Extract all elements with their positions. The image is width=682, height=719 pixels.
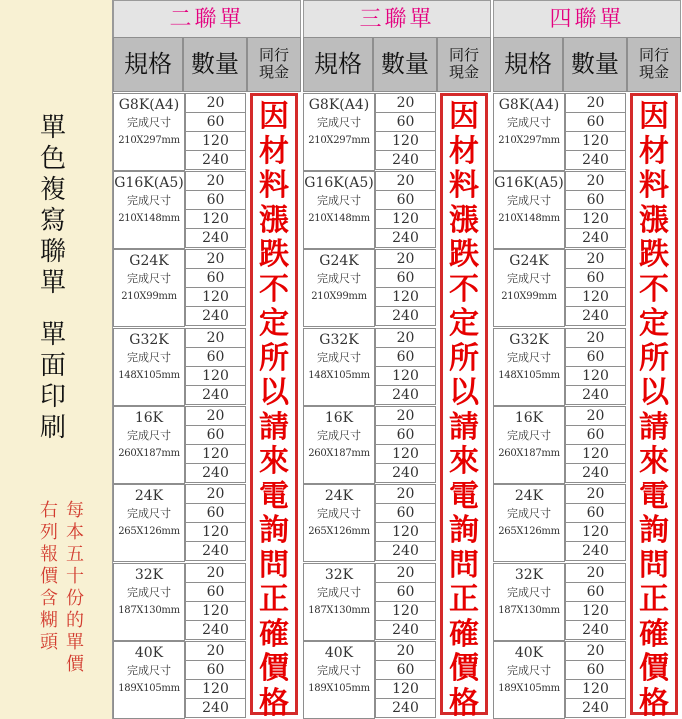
quantity-cell: 60: [185, 660, 246, 680]
price-inquiry-notice: [250, 93, 298, 719]
quantity-cell: 20: [185, 406, 246, 426]
quantity-cell: 120: [565, 444, 626, 464]
quantity-cell: 240: [375, 463, 436, 483]
spec-dimensions: 148X105mm: [498, 370, 560, 381]
quantity-cell: 60: [185, 503, 246, 523]
spec-cell: [303, 328, 375, 406]
spec-note: 完成尺寸: [507, 429, 551, 442]
spec-note: 完成尺寸: [317, 116, 361, 129]
spec-note: 完成尺寸: [127, 116, 171, 129]
quantity-cell: 20: [185, 484, 246, 504]
quantity-cell: 120: [565, 131, 626, 151]
spec-note: 完成尺寸: [507, 507, 551, 520]
spec-note: 完成尺寸: [507, 664, 551, 677]
quantity-cell: 20: [185, 93, 246, 113]
spec-dimensions: 210X148mm: [498, 213, 560, 224]
spec-name: 40K: [324, 645, 354, 661]
spec-name: G8K(A4): [118, 97, 180, 113]
header-cash-price: [247, 37, 301, 92]
spec-note: 完成尺寸: [317, 586, 361, 599]
spec-cell: [113, 406, 185, 484]
spec-cell: [113, 563, 185, 641]
header-quantity: 數量: [183, 37, 247, 92]
quantity-cell: 240: [565, 620, 626, 640]
quantity-cell: 120: [185, 287, 246, 307]
spec-note: 完成尺寸: [127, 586, 171, 599]
group-1: [303, 0, 491, 719]
spec-note: 完成尺寸: [507, 586, 551, 599]
quantity-cell: 60: [565, 347, 626, 367]
quantity-cell: 120: [185, 522, 246, 542]
spec-name: G24K: [509, 253, 549, 269]
quantity-cell: 20: [565, 93, 626, 113]
spec-note: 完成尺寸: [127, 507, 171, 520]
header-spec: 規格: [113, 37, 183, 92]
header-quantity: 數量: [563, 37, 627, 92]
spec-cell: [113, 249, 185, 327]
quantity-cell: 60: [375, 347, 436, 367]
quantity-cell: 240: [185, 698, 246, 718]
spec-name: 32K: [514, 567, 544, 583]
quantity-cell: 240: [185, 541, 246, 561]
spec-cell: [303, 93, 375, 171]
quantity-cell: 120: [185, 131, 246, 151]
quantity-cell: 120: [185, 366, 246, 386]
header-cash-price: [437, 37, 491, 92]
quantity-cell: 120: [375, 131, 436, 151]
spec-note: 完成尺寸: [507, 116, 551, 129]
spec-name: 32K: [134, 567, 164, 583]
price-inquiry-notice: [440, 93, 488, 719]
spec-dimensions: 189X105mm: [498, 683, 560, 694]
quantity-cell: 60: [375, 425, 436, 445]
sidebar-title-line1: 單色複寫聯單: [39, 113, 66, 298]
spec-cell: [493, 93, 565, 171]
quantity-cell: 60: [375, 503, 436, 523]
quantity-cell: 60: [185, 582, 246, 602]
spec-name: 24K: [134, 488, 164, 504]
spec-dimensions: 187X130mm: [308, 605, 370, 616]
quantity-cell: 60: [565, 503, 626, 523]
spec-dimensions: 187X130mm: [118, 605, 180, 616]
spec-note: 完成尺寸: [317, 272, 361, 285]
quantity-cell: 120: [185, 679, 246, 699]
spec-name: 24K: [514, 488, 544, 504]
quantity-cell: 120: [375, 366, 436, 386]
spec-note: 完成尺寸: [127, 351, 171, 364]
quantity-cell: 120: [565, 679, 626, 699]
quantity-cell: 20: [375, 249, 436, 269]
quantity-cell: 20: [375, 641, 436, 661]
spec-cell: [113, 171, 185, 249]
quantity-cell: 240: [375, 385, 436, 405]
spec-dimensions: 210X297mm: [118, 135, 180, 146]
spec-note: 完成尺寸: [127, 664, 171, 677]
group-title: 二聯單: [113, 0, 301, 37]
quantity-cell: 240: [185, 306, 246, 326]
quantity-cell: 240: [375, 620, 436, 640]
quantity-cell: 240: [185, 150, 246, 170]
spec-note: 完成尺寸: [317, 351, 361, 364]
header-quantity: 數量: [373, 37, 437, 92]
spec-dimensions: 210X148mm: [308, 213, 370, 224]
header-cash-price: [627, 37, 681, 92]
quantity-cell: 20: [565, 249, 626, 269]
quantity-cell: 20: [375, 93, 436, 113]
quantity-cell: 60: [185, 268, 246, 288]
spec-note: 完成尺寸: [127, 272, 171, 285]
quantity-cell: 20: [185, 171, 246, 191]
quantity-cell: 120: [565, 366, 626, 386]
price-inquiry-notice: [630, 93, 678, 719]
quantity-cell: 240: [185, 228, 246, 248]
header-spec: 規格: [493, 37, 563, 92]
quantity-cell: 60: [375, 660, 436, 680]
header-cash-line1: 同行: [638, 46, 669, 64]
quantity-cell: 240: [185, 385, 246, 405]
header-cash-line1: 同行: [448, 46, 479, 64]
spec-note: 完成尺寸: [507, 351, 551, 364]
spec-name: 32K: [324, 567, 354, 583]
spec-cell: [113, 93, 185, 171]
spec-name: G32K: [319, 332, 359, 348]
quantity-cell: 120: [565, 287, 626, 307]
quantity-cell: 20: [565, 328, 626, 348]
spec-dimensions: 265X126mm: [118, 526, 180, 537]
spec-name: 16K: [514, 410, 544, 426]
quantity-cell: 240: [375, 306, 436, 326]
quantity-cell: 60: [565, 268, 626, 288]
quantity-cell: 240: [375, 228, 436, 248]
quantity-cell: 20: [185, 328, 246, 348]
spec-cell: [493, 171, 565, 249]
spec-name: 24K: [324, 488, 354, 504]
quantity-cell: 60: [375, 268, 436, 288]
quantity-cell: 20: [375, 328, 436, 348]
group-title: 三聯單: [303, 0, 491, 37]
price-inquiry-text: 因材料漲跌不定所以請來電詢問正確價格: [449, 99, 479, 719]
spec-name: 16K: [324, 410, 354, 426]
spec-cell: [493, 641, 565, 719]
spec-dimensions: 260X187mm: [498, 448, 560, 459]
spec-name: G16K(A5): [494, 175, 564, 191]
spec-note: 完成尺寸: [317, 664, 361, 677]
spec-dimensions: 265X126mm: [308, 526, 370, 537]
quantity-cell: 20: [375, 484, 436, 504]
spec-cell: [303, 563, 375, 641]
spec-dimensions: 265X126mm: [498, 526, 560, 537]
quantity-cell: 60: [375, 112, 436, 132]
sidebar-note-col1: 每本五十份的單價: [66, 500, 84, 675]
spec-note: 完成尺寸: [317, 194, 361, 207]
spec-dimensions: 148X105mm: [118, 370, 180, 381]
quantity-cell: 120: [375, 522, 436, 542]
spec-name: G8K(A4): [498, 97, 560, 113]
spec-dimensions: 210X99mm: [311, 291, 367, 302]
quantity-cell: 240: [375, 150, 436, 170]
spec-cell: [493, 406, 565, 484]
spec-name: 16K: [134, 410, 164, 426]
header-spec: 規格: [303, 37, 373, 92]
quantity-cell: 120: [565, 209, 626, 229]
quantity-cell: 240: [565, 228, 626, 248]
quantity-cell: 20: [565, 406, 626, 426]
quantity-cell: 120: [375, 679, 436, 699]
quantity-cell: 120: [375, 444, 436, 464]
spec-note: 完成尺寸: [317, 429, 361, 442]
sidebar-title-line2: 單面印刷: [39, 320, 66, 443]
sidebar-note-col2: 右列報價含糊頭: [40, 500, 58, 653]
spec-name: G24K: [129, 253, 169, 269]
quantity-cell: 240: [565, 698, 626, 718]
spec-cell: [493, 484, 565, 562]
group-2: [493, 0, 681, 719]
quantity-cell: 60: [185, 425, 246, 445]
spec-cell: [113, 641, 185, 719]
spec-dimensions: 210X297mm: [498, 135, 560, 146]
quantity-cell: 20: [565, 484, 626, 504]
spec-name: G16K(A5): [114, 175, 184, 191]
spec-note: 完成尺寸: [507, 194, 551, 207]
quantity-cell: 20: [185, 641, 246, 661]
quantity-cell: 20: [375, 563, 436, 583]
spec-name: G8K(A4): [308, 97, 370, 113]
spec-cell: [303, 249, 375, 327]
spec-dimensions: 210X99mm: [121, 291, 177, 302]
spec-note: 完成尺寸: [127, 429, 171, 442]
spec-dimensions: 189X105mm: [118, 683, 180, 694]
spec-dimensions: 148X105mm: [308, 370, 370, 381]
quantity-cell: 240: [185, 620, 246, 640]
quantity-cell: 60: [375, 582, 436, 602]
quantity-cell: 240: [565, 541, 626, 561]
spec-name: G16K(A5): [304, 175, 374, 191]
quantity-cell: 120: [565, 601, 626, 621]
spec-name: G32K: [129, 332, 169, 348]
spec-dimensions: 260X187mm: [308, 448, 370, 459]
price-inquiry-text: 因材料漲跌不定所以請來電詢問正確價格: [639, 99, 669, 719]
price-table: [113, 0, 682, 719]
header-cash-line2: 現金: [638, 63, 669, 81]
quantity-cell: 120: [185, 601, 246, 621]
quantity-cell: 60: [565, 660, 626, 680]
spec-name: 40K: [134, 645, 164, 661]
quantity-cell: 240: [375, 541, 436, 561]
quantity-cell: 20: [185, 563, 246, 583]
quantity-cell: 120: [375, 601, 436, 621]
spec-dimensions: 189X105mm: [308, 683, 370, 694]
spec-cell: [303, 406, 375, 484]
quantity-cell: 240: [565, 385, 626, 405]
spec-cell: [493, 563, 565, 641]
quantity-cell: 60: [185, 347, 246, 367]
spec-cell: [303, 171, 375, 249]
spec-name: G32K: [509, 332, 549, 348]
spec-dimensions: 187X130mm: [498, 605, 560, 616]
spec-name: 40K: [514, 645, 544, 661]
spec-name: G24K: [319, 253, 359, 269]
group-0: [113, 0, 301, 719]
quantity-cell: 20: [565, 563, 626, 583]
price-inquiry-text: 因材料漲跌不定所以請來電詢問正確價格: [259, 99, 289, 719]
quantity-cell: 120: [375, 287, 436, 307]
spec-cell: [303, 641, 375, 719]
spec-cell: [113, 328, 185, 406]
spec-note: 完成尺寸: [507, 272, 551, 285]
spec-dimensions: 210X297mm: [308, 135, 370, 146]
quantity-cell: 60: [565, 582, 626, 602]
quantity-cell: 60: [185, 112, 246, 132]
quantity-cell: 120: [375, 209, 436, 229]
header-cash-line2: 現金: [448, 63, 479, 81]
spec-cell: [493, 249, 565, 327]
spec-dimensions: 210X99mm: [501, 291, 557, 302]
quantity-cell: 60: [565, 112, 626, 132]
quantity-cell: 60: [565, 190, 626, 210]
sidebar: [0, 0, 113, 719]
quantity-cell: 60: [185, 190, 246, 210]
spec-note: 完成尺寸: [317, 507, 361, 520]
quantity-cell: 120: [185, 209, 246, 229]
quantity-cell: 240: [375, 698, 436, 718]
quantity-cell: 120: [185, 444, 246, 464]
spec-dimensions: 210X148mm: [118, 213, 180, 224]
spec-dimensions: 260X187mm: [118, 448, 180, 459]
quantity-cell: 20: [375, 171, 436, 191]
header-cash-line1: 同行: [258, 46, 289, 64]
quantity-cell: 240: [185, 463, 246, 483]
group-title: 四聯單: [493, 0, 681, 37]
quantity-cell: 20: [565, 641, 626, 661]
spec-note: 完成尺寸: [127, 194, 171, 207]
quantity-cell: 60: [565, 425, 626, 445]
quantity-cell: 20: [375, 406, 436, 426]
quantity-cell: 120: [565, 522, 626, 542]
spec-cell: [113, 484, 185, 562]
quantity-cell: 240: [565, 306, 626, 326]
spec-cell: [303, 484, 375, 562]
quantity-cell: 60: [375, 190, 436, 210]
quantity-cell: 20: [185, 249, 246, 269]
quantity-cell: 240: [565, 463, 626, 483]
spec-cell: [493, 328, 565, 406]
quantity-cell: 20: [565, 171, 626, 191]
quantity-cell: 240: [565, 150, 626, 170]
header-cash-line2: 現金: [258, 63, 289, 81]
